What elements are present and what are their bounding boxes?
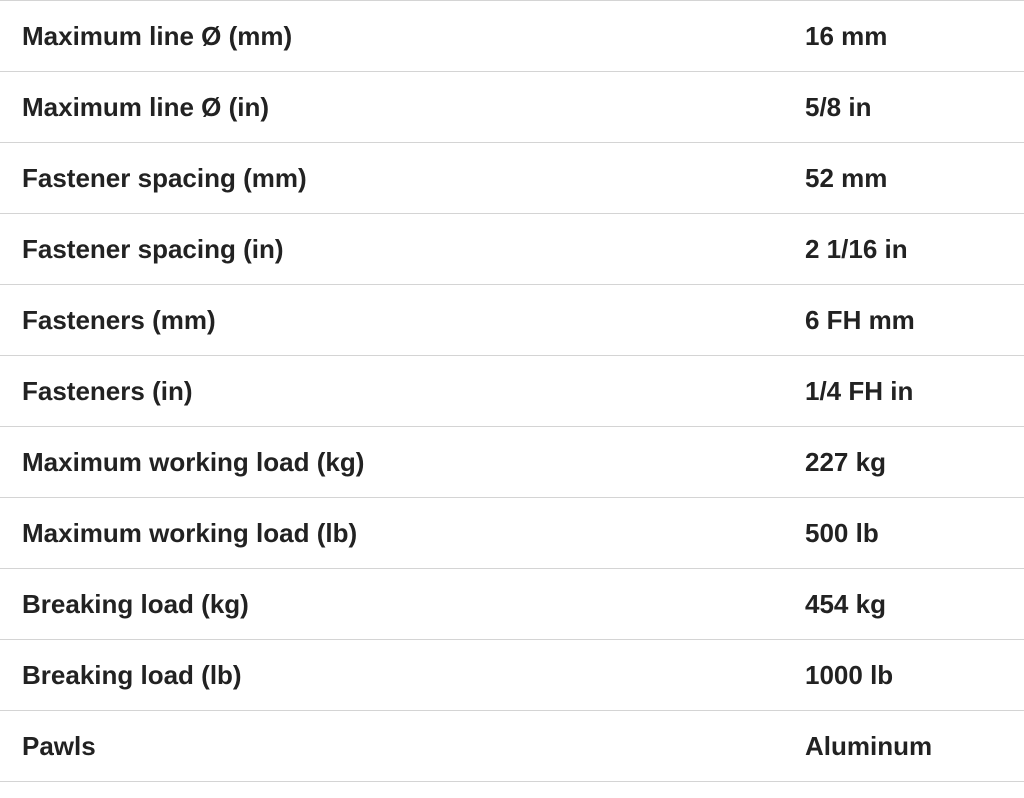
spec-row-max-working-load-kg xyxy=(0,427,1024,498)
spec-label: Maximum working load (kg) xyxy=(0,427,805,498)
spec-value: 2 1/16 in xyxy=(805,214,1024,285)
spec-row-fastener-spacing-mm xyxy=(0,143,1024,214)
spec-row-breaking-load-kg xyxy=(0,569,1024,640)
spec-value: 5/8 in xyxy=(805,72,1024,143)
spec-value: 227 kg xyxy=(805,427,1024,498)
spec-value: 1/4 FH in xyxy=(805,356,1024,427)
spec-row-max-line-diameter-in xyxy=(0,72,1024,143)
spec-value: 52 mm xyxy=(805,143,1024,214)
spec-row-pawls xyxy=(0,711,1024,782)
spec-row-fasteners-in xyxy=(0,356,1024,427)
spec-label: Breaking load (lb) xyxy=(0,640,805,711)
spec-row-breaking-load-lb xyxy=(0,640,1024,711)
spec-label: Maximum line Ø (in) xyxy=(0,72,805,143)
spec-label: Fasteners (mm) xyxy=(0,285,805,356)
spec-label: Fastener spacing (in) xyxy=(0,214,805,285)
spec-label: Pawls xyxy=(0,711,805,782)
spec-label: Breaking load (kg) xyxy=(0,569,805,640)
spec-row-fastener-spacing-in xyxy=(0,214,1024,285)
spec-row-max-working-load-lb xyxy=(0,498,1024,569)
spec-label: Maximum working load (lb) xyxy=(0,498,805,569)
spec-label: Maximum line Ø (mm) xyxy=(0,1,805,72)
spec-value: 500 lb xyxy=(805,498,1024,569)
spec-value: Aluminum xyxy=(805,711,1024,782)
spec-label: Fastener spacing (mm) xyxy=(0,143,805,214)
spec-row-max-line-diameter-mm xyxy=(0,1,1024,72)
spec-value: 6 FH mm xyxy=(805,285,1024,356)
spec-value: 454 kg xyxy=(805,569,1024,640)
spec-value: 1000 lb xyxy=(805,640,1024,711)
specifications-table-body xyxy=(0,1,1024,782)
spec-label: Fasteners (in) xyxy=(0,356,805,427)
spec-value: 16 mm xyxy=(805,1,1024,72)
spec-row-fasteners-mm xyxy=(0,285,1024,356)
